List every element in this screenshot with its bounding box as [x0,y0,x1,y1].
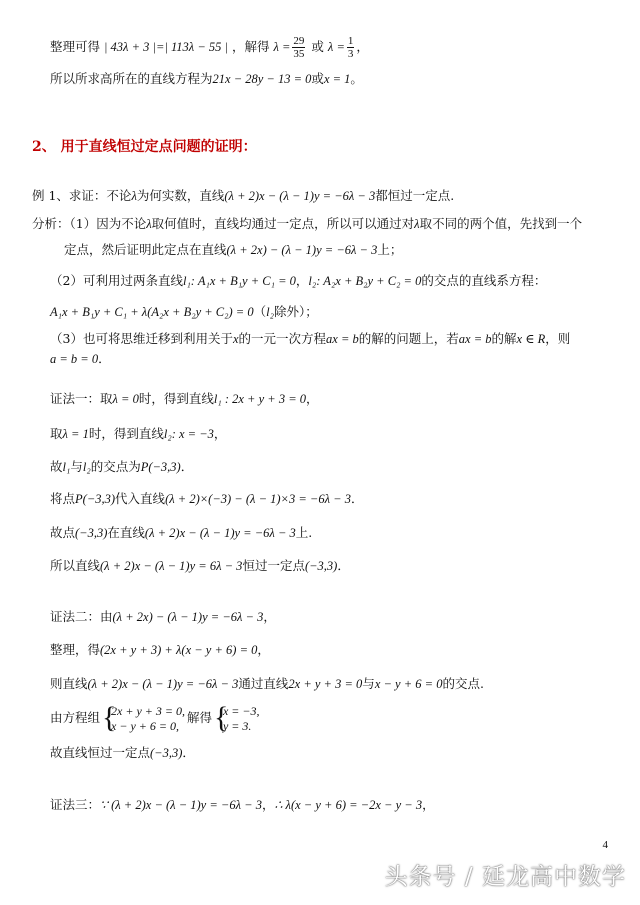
math-expression: l₁ : 2x + y + 3 = 0 [213,392,307,406]
math-expression: (λ + 2)x − (λ − 1)y = −6λ − 3 [87,677,239,691]
math-expression: A₁x + B₁y + C₁ + λ(A₂x + B₂y + C₂) = 0 [50,305,254,319]
math-expression: 2x + y + 3 = 0 [288,677,363,691]
text: 的一元一次方程 [238,331,327,346]
math-expression: x [232,332,239,346]
text: 。 [350,71,363,86]
math-expression: l₁: A₁x + B₁y + C₁ = 0 [182,274,296,288]
analysis-line-2 [64,241,402,259]
proof2-line-1 [50,608,276,626]
text: 取不同的两个值，先找到一个 [419,216,583,231]
text: 除外）； [273,304,318,319]
math-expression: x − y + 6 = 0 [374,677,443,691]
system-row: x − y + 6 = 0, [111,718,179,733]
analysis-point-3 [50,330,570,348]
text: 由方程组 [50,710,101,725]
math-expression: l₂: x = −3 [163,427,214,441]
math-expression: λ [414,217,420,231]
proof1-line-1 [50,390,319,408]
text: ． [337,558,350,573]
math-expression: λ = 1 [62,427,89,441]
fraction-29-35 [292,35,305,60]
proof2-line-4 [50,700,262,736]
watermark: 头条号 / 延龙高中数学 [384,864,626,890]
math-expression: (2x + y + 3) + λ(x − y + 6) = 0 [100,643,258,657]
math-expression: ∴ λ(x − y + 6) = −2x − y − 3 [274,798,423,812]
math-expression: x ∈ R [516,332,546,346]
proof2-line-2 [50,641,270,659]
text: ． [350,491,364,506]
math-expression: ax = b [326,332,359,346]
denominator: 3 [347,48,354,60]
text: ， [356,39,369,54]
math-expression: λ [131,189,137,203]
system-row: 2x + y + 3 = 0, [111,703,185,718]
math-expression: (λ + 2)x − (λ − 1)y = −6λ − 3 [224,189,376,203]
text: 为何实数，直线 [136,188,225,203]
numerator: 29 [293,35,305,47]
numerator: 1 [347,35,354,47]
analysis-point-2 [50,272,546,290]
text: 整理，得 [50,642,101,657]
brace-symbol: { [213,700,229,734]
text: 与 [70,459,83,474]
math-expression: 21x − 28y − 13 = 0 [212,72,312,86]
proof1-line-2 [50,425,226,443]
denominator: 35 [293,48,305,60]
derivation-line-2 [50,70,363,88]
math-expression: (λ + 2)x − (λ − 1)y = −6λ − 3 [144,526,296,540]
math-expression: λ = [273,40,291,54]
text: ， [263,609,276,624]
page-number: 4 [602,839,608,851]
text: ， [257,642,270,657]
text: 证法一：取 [50,391,113,406]
text: 分析：（1）因为不论 [32,216,147,231]
math-expression: l₂ [82,460,91,474]
text: 通过直线 [238,676,289,691]
text: 解得 [186,710,212,725]
text: 与 [362,676,375,691]
math-expression: λ [146,217,152,231]
proof1-line-4 [50,490,363,508]
solution-system [213,700,260,734]
example-1 [32,187,454,205]
system-row: x = −3, [222,703,260,718]
math-expression: (λ + 2x) − (λ − 1)y = −6λ − 3 [112,610,264,624]
text: 故点 [50,525,76,540]
math-expression: a = b = 0 [50,352,99,366]
text: 时，得到直线 [88,426,164,441]
text: ，解得 [231,39,270,54]
text: （ [253,304,267,319]
text: 定点，然后证明此定点在直线 [64,242,227,257]
math-expression: | 43λ + 3 |=| 113λ − 55 | [104,40,228,54]
math-expression: x = 1 [323,72,351,86]
proof3-line-1 [50,796,435,814]
math-expression: (−3,3) [150,746,183,760]
text: 例 1、求证：不论 [32,188,132,203]
text: 则直线 [50,676,88,691]
text: 恒过一定点 [242,558,305,573]
text: 所以直线 [50,558,101,573]
text: ， [295,273,309,288]
text: （3）也可将思维迁移到利用关于 [50,331,233,346]
text: ， [306,391,319,406]
section-heading: 2、 用于直线恒过定点问题的证明： [32,139,257,155]
text: 的交点的直线系方程： [421,273,547,288]
proof1-line-3 [50,458,193,476]
math-expression: ax = b [458,332,492,346]
text: 都恒过一定点. [375,188,455,203]
proof1-line-5 [50,524,312,542]
text: ， [422,797,435,812]
math-expression: l₁ [62,460,71,474]
text: ，则 [545,331,571,346]
math-expression: ∵ (λ + 2)x − (λ − 1)y = −6λ − 3 [100,798,262,812]
math-expression: (λ + 2x) − (λ − 1)y = −6λ − 3 [226,243,378,257]
text: 故 [50,459,63,474]
math-expression: (λ + 2)×(−3) − (λ − 1)×3 = −6λ − 3 [165,492,351,506]
proof2-line-3 [50,675,484,693]
text: ． [98,351,111,366]
text: 在直线 [107,525,145,540]
text: 的解 [491,331,517,346]
text: 整理可得 [50,39,101,54]
system-row: y = 3. [222,718,252,733]
text: 证法二：由 [50,609,113,624]
math-expression: λ = [327,40,345,54]
math-expression: l₂ [266,305,274,319]
text: 上； [377,242,403,257]
text: 证法三： [50,797,101,812]
text: ． [180,459,194,474]
math-expression: P(−3,3) [75,492,116,506]
text: ， [213,426,227,441]
math-expression: (λ + 2)x − (λ − 1)y = 6λ − 3 [100,559,243,573]
text: 上. [295,525,313,540]
analysis-point-2-equation [50,303,318,321]
analysis-point-3-cont [50,350,111,368]
math-expression: l₂: A₂x + B₂y + C₂ = 0 [308,274,422,288]
text: 代入直线 [115,491,166,506]
text: 的交点. [442,676,484,691]
text: 或 [311,71,324,86]
text: ． [182,745,195,760]
text: （2）可利用过两条直线 [50,273,183,288]
text: 时，得到直线 [138,391,214,406]
text: ， [261,797,275,812]
analysis-line-1 [32,215,582,233]
text: 的交点为 [90,459,141,474]
derivation-line-1 [50,34,369,60]
text: 取 [50,426,63,441]
proof2-line-5 [50,744,195,762]
equation-system [102,700,185,734]
math-expression: (−3,3) [75,526,108,540]
text: 取何值时，直线均通过一定点，所以可以通过对 [151,216,415,231]
text: 将点 [50,491,76,506]
text: 所以所求高所在的直线方程为 [50,71,213,86]
text: 或 [311,39,324,54]
math-expression: P(−3,3) [140,460,181,474]
fraction-1-3 [347,35,355,60]
text: 故直线恒过一定点 [50,745,151,760]
math-expression: (−3,3) [304,559,338,573]
math-expression: λ = 0 [112,392,139,406]
text: 的解的问题上，若 [358,331,459,346]
brace-symbol: { [102,700,117,734]
proof1-line-6 [50,557,350,575]
